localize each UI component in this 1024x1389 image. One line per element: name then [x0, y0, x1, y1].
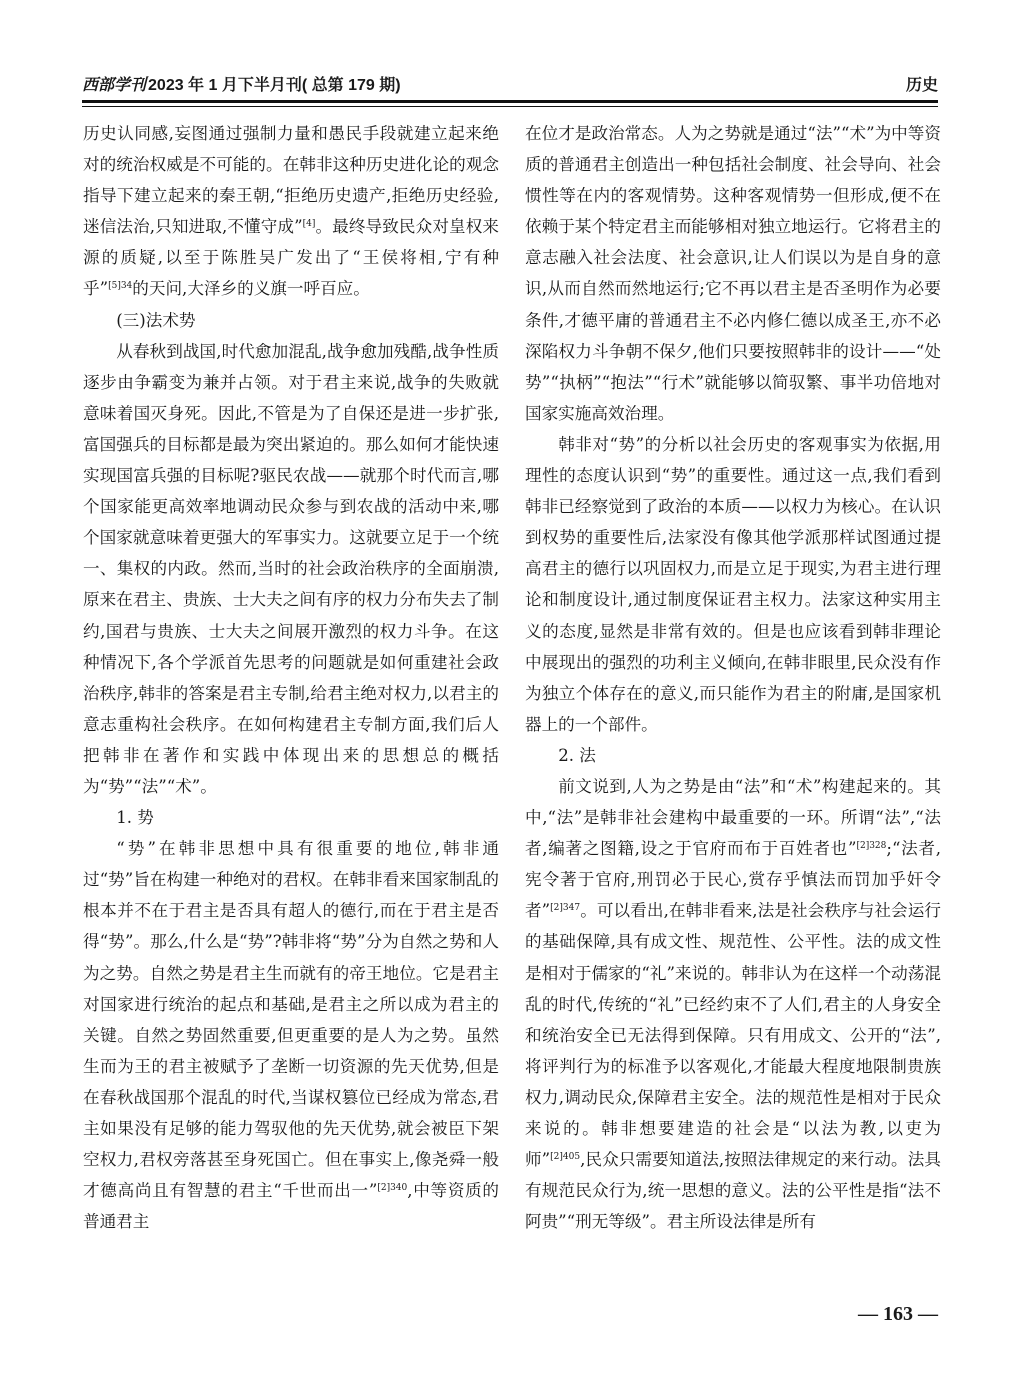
- page-number: — 163 —: [858, 1303, 938, 1325]
- paragraph: 韩非对“势”的分析以社会历史的客观事实为依据,用理性的态度认识到“势”的重要性。通过这一点,我们看到韩非已经察觉到了政治的本质——以权力为核心。在认识到权势的重要性后,法家没有像其他学派那样试图通过提高君主的德行以巩固权力,而是立足于现实,为君主进行理论和制度设计,通过制度保证君主权力。法家这种实用主义的态度,显然是非常有效的。但是也应该看到韩非理论中展现出的强烈的功利主义倾向,在韩非眼里,民众没有作为独立个体存在的意义,而只能作为君主的附庸,是国家机器上的一个部件。: [525, 434, 941, 734]
- citation: [2]340: [377, 1183, 408, 1194]
- left-column: [83, 118, 499, 1333]
- citation: [2]328: [856, 841, 887, 852]
- header-rule-thin: [82, 106, 938, 107]
- subheading: 2. 法: [558, 745, 596, 765]
- issue-info: 2023 年 1 月下半月刊( 总第 179 期): [148, 77, 401, 94]
- paragraph: 从春秋到战国,时代愈加混乱,战争愈加残酷,战争性质逐步由争霸变为兼并占领。对于君主来说,战争的失败就意味着国灭身死。因此,不管是为了自保还是进一步扩张,富国强兵的目标都是最为突出紧迫的。那么如何才能快速实现国富兵强的目标呢?驱民农战——就那个时代而言,哪个国家能更高效率地调动民众参与到农战的活动中来,哪个国家就意味着更强大的军事实力。这就要立足于一个统一、集权的内政。然而,当时的社会政治秩序的全面崩溃,原来在君主、贵族、士大夫之间有序的权力分布失去了制约,国君与贵族、士大夫之间展开激烈的权力斗争。在这种情况下,各个学派首先思考的问题就是如何重建社会政治秩序,韩非的答案是君主专制,给君主绝对权力,以君主的意志重构社会秩序。在如何构建君主专制方面,我们后人把韩非在著作和实践中体现出来的思想总的概括为“势”“法”“术”。: [83, 341, 499, 796]
- citation: [2]405: [550, 1152, 581, 1163]
- running-header: [82, 72, 938, 98]
- section-label: 历史: [905, 77, 938, 94]
- journal-title: [82, 72, 401, 95]
- right-column: [525, 118, 941, 1333]
- citation: [4]: [302, 219, 316, 230]
- header-rule-thick: [82, 100, 938, 103]
- paragraph: 前文说到,人为之势是由“法”和“术”构建起来的。其中,“法”是韩非社会建构中最重要的一环。所谓“法”,“法者,编著之图籍,设之于官府而布于百姓者也”$^{[2]328}$;“法者,宪令著于官府,刑罚必于民心,赏存乎慎法而罚加乎奸令者”$^{[2]347}$。可以看出,在韩非看来,法是社会秩序与社会运行的基础保障,具有成文性、规范性、公平性。法的成文性是相对于儒家的“礼”来说的。韩非认为在这样一个动荡混乱的时代,传统的“礼”已经约束不了人们,君主的人身安全和统治安全已无法得到保障。只有用成文、公开的“法”,将评判行为的标准予以客观化,才能最大程度地限制贵族权力,调动民众,保障君主安全。法的规范性是相对于民众来说的。韩非想要建造的社会是“以法为教,以吏为师”$^{[2]405}$,民众只需要知道法,按照法律规定的来行动。法具有规范民众行为,统一思想的意义。法的公平性是指“法不阿贵”“刑无等级”。君主所设法律是所有: [525, 776, 941, 1232]
- citation: [5]34: [108, 281, 133, 292]
- journal-logo: 西部学刊: [82, 75, 147, 94]
- subheading: (三)法术势: [116, 310, 196, 330]
- subheading: 1. 势: [116, 808, 154, 828]
- citation: [2]347: [550, 903, 581, 914]
- paragraph: 在位才是政治常态。人为之势就是通过“法”“术”为中等资质的普通君主创造出一种包括社会制度、社会导向、社会惯性等在内的客观情势。这种客观情势一但形成,便不在依赖于某个特定君主而能够相对独立地运行。它将君主的意志融入社会法度、社会意识,让人们误以为是自身的意识,从而自然而然地运行;它不再以君主是否圣明作为必要条件,才德平庸的普通君主不必内修仁德以成圣王,亦不必深陷权力斗争朝不保夕,他们只要按照韩非的设计——“处势”“执柄”“抱法”“行术”就能够以简驭繁、事半功倍地对国家实施高效治理。: [525, 124, 941, 423]
- paragraph: 历史认同感,妄图通过强制力量和愚民手段就建立起来绝对的统治权威是不可能的。在韩非这种历史进化论的观念指导下建立起来的秦王朝,“拒绝历史遗产,拒绝历史经验,迷信法治,只知进取,不懂守成”[4]。最终导致民众对皇权来源的质疑,以至于陈胜吴广发出了“王侯将相,宁有种乎”$^{[5]34}$的天问,大泽乡的义旗一呼百应。: [83, 124, 499, 299]
- paragraph: “势”在韩非思想中具有很重要的地位,韩非通过“势”旨在构建一种绝对的君权。在韩非看来国家制乱的根本并不在于君主是否具有超人的德行,而在于君主是否得“势”。那么,什么是“势”?韩非将“势”分为自然之势和人为之势。自然之势是君主生而就有的帝王地位。它是君主对国家进行统治的起点和基础,是君主之所以成为君主的关键。自然之势固然重要,但更重要的是人为之势。虽然生而为王的君主被赋予了垄断一切资源的先天优势,但是在春秋战国那个混乱的时代,当谋权篡位已经成为常态,君主如果没有足够的能力驾驭他的先天优势,就会被臣下架空权力,君权旁落甚至身死国亡。但在事实上,像尧舜一般才德高尚且有智慧的君主“千世而出一”$^{[2]340}$,中等资质的普通君主: [83, 839, 499, 1232]
